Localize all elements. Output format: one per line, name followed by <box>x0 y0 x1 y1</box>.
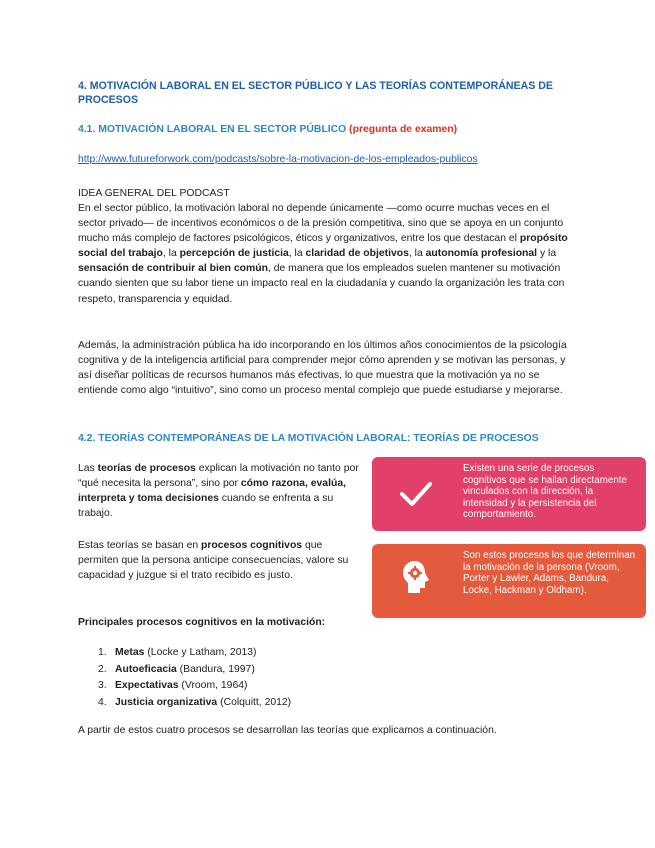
list-title: Principales procesos cognitivos en la motivación: <box>78 617 326 628</box>
checkmark-icon <box>396 474 436 514</box>
head-gear-icon <box>402 559 430 595</box>
info-card-text: Son estos procesos los que determinan la motivación de la persona (Vroom, Porter y Lawler, Adams, Bandura, Locke, Hackman y Oldham). <box>463 550 636 596</box>
process-theories-paragraph: Las teorías de procesos explican la motivación no tanto por “qué necesita la persona”, sino por cómo razona, evalúa, interpreta y toma decisiones cuando se enfrenta a su trabajo. <box>78 463 359 520</box>
exam-note: (pregunta de examen) <box>349 124 458 135</box>
podcast-paragraph-1: En el sector público, la motivación laboral no depende únicamente —como ocurre muchas veces en el sector privado— de incentivos económicos o de la presión competitiva, sino que se apoya en un conjunto mucho más complejo de factores psicológicos, éticos y organizativos, entre los que destacan el propósito social del trabajo, la percepción de justicia, la claridad de objetivos, la autonomía profesional y la sensación de contribuir al bien común, de manera que los empleados suelen mantener su motivación cuando sienten que su labor tiene un impacto real en la ciudadanía y cuando la organización les trata con respeto, transparencia y equidad. <box>78 203 568 305</box>
list-item: 4. Justicia organizativa (Colquitt, 2012) <box>98 696 292 708</box>
info-card-processes <box>372 457 646 531</box>
list-item: 1. Metas (Locke y Latham, 2013) <box>98 647 257 658</box>
section-42-heading: 4.2. TEORÍAS CONTEMPORÁNEAS DE LA MOTIVACIÓN LABORAL: TEORÍAS DE PROCESOS <box>78 433 539 444</box>
info-card-text: Existen una serie de procesos cognitivos que se hallan directamente vinculados con la dirección, la intensidad y la persistencia del comportamiento. <box>463 463 627 521</box>
podcast-link[interactable]: http://www.futureforwork.com/podcasts/sobre-la-motivacion-de-los-empleados-publicos <box>78 154 478 165</box>
list-item: 3. Expectativas (Vroom, 1964) <box>98 680 248 692</box>
info-card-authors <box>372 544 646 618</box>
list-item: 2. Autoeficacia (Bandura, 1997) <box>98 663 255 675</box>
section-41-heading <box>78 124 598 135</box>
podcast-paragraph-2: Además, la administración pública ha ido incorporando en los últimos años conocimientos de la psicología cognitiva y de la inteligencia artificial para comprender mejor cómo aprenden y se motivan las personas, y así diseñar políticas de recursos humanos más efectivas, lo que muestra que la motivación ya no se entiende como algo “intuitivo”, sino como un proceso mental complejo que puede estudiarse y mejorarse. <box>78 340 567 397</box>
main-heading: 4. MOTIVACIÓN LABORAL EN EL SECTOR PÚBLICO Y LAS TEORÍAS CONTEMPORÁNEAS DE PROCESOS <box>78 80 554 106</box>
cognitive-processes-paragraph: Estas teorías se basan en procesos cognitivos que permiten que la persona anticipe consecuencias, valore su capacidad y juzgue si el trato recibido es justo. <box>78 540 349 582</box>
section-41-title: 4.1. MOTIVACIÓN LABORAL EN EL SECTOR PÚBLICO <box>78 124 347 135</box>
podcast-label: IDEA GENERAL DEL PODCAST <box>78 188 230 199</box>
closing-paragraph: A partir de estos cuatro procesos se desarrollan las teorías que explicamos a continuación. <box>78 725 497 736</box>
cognitive-process-list <box>78 645 378 711</box>
